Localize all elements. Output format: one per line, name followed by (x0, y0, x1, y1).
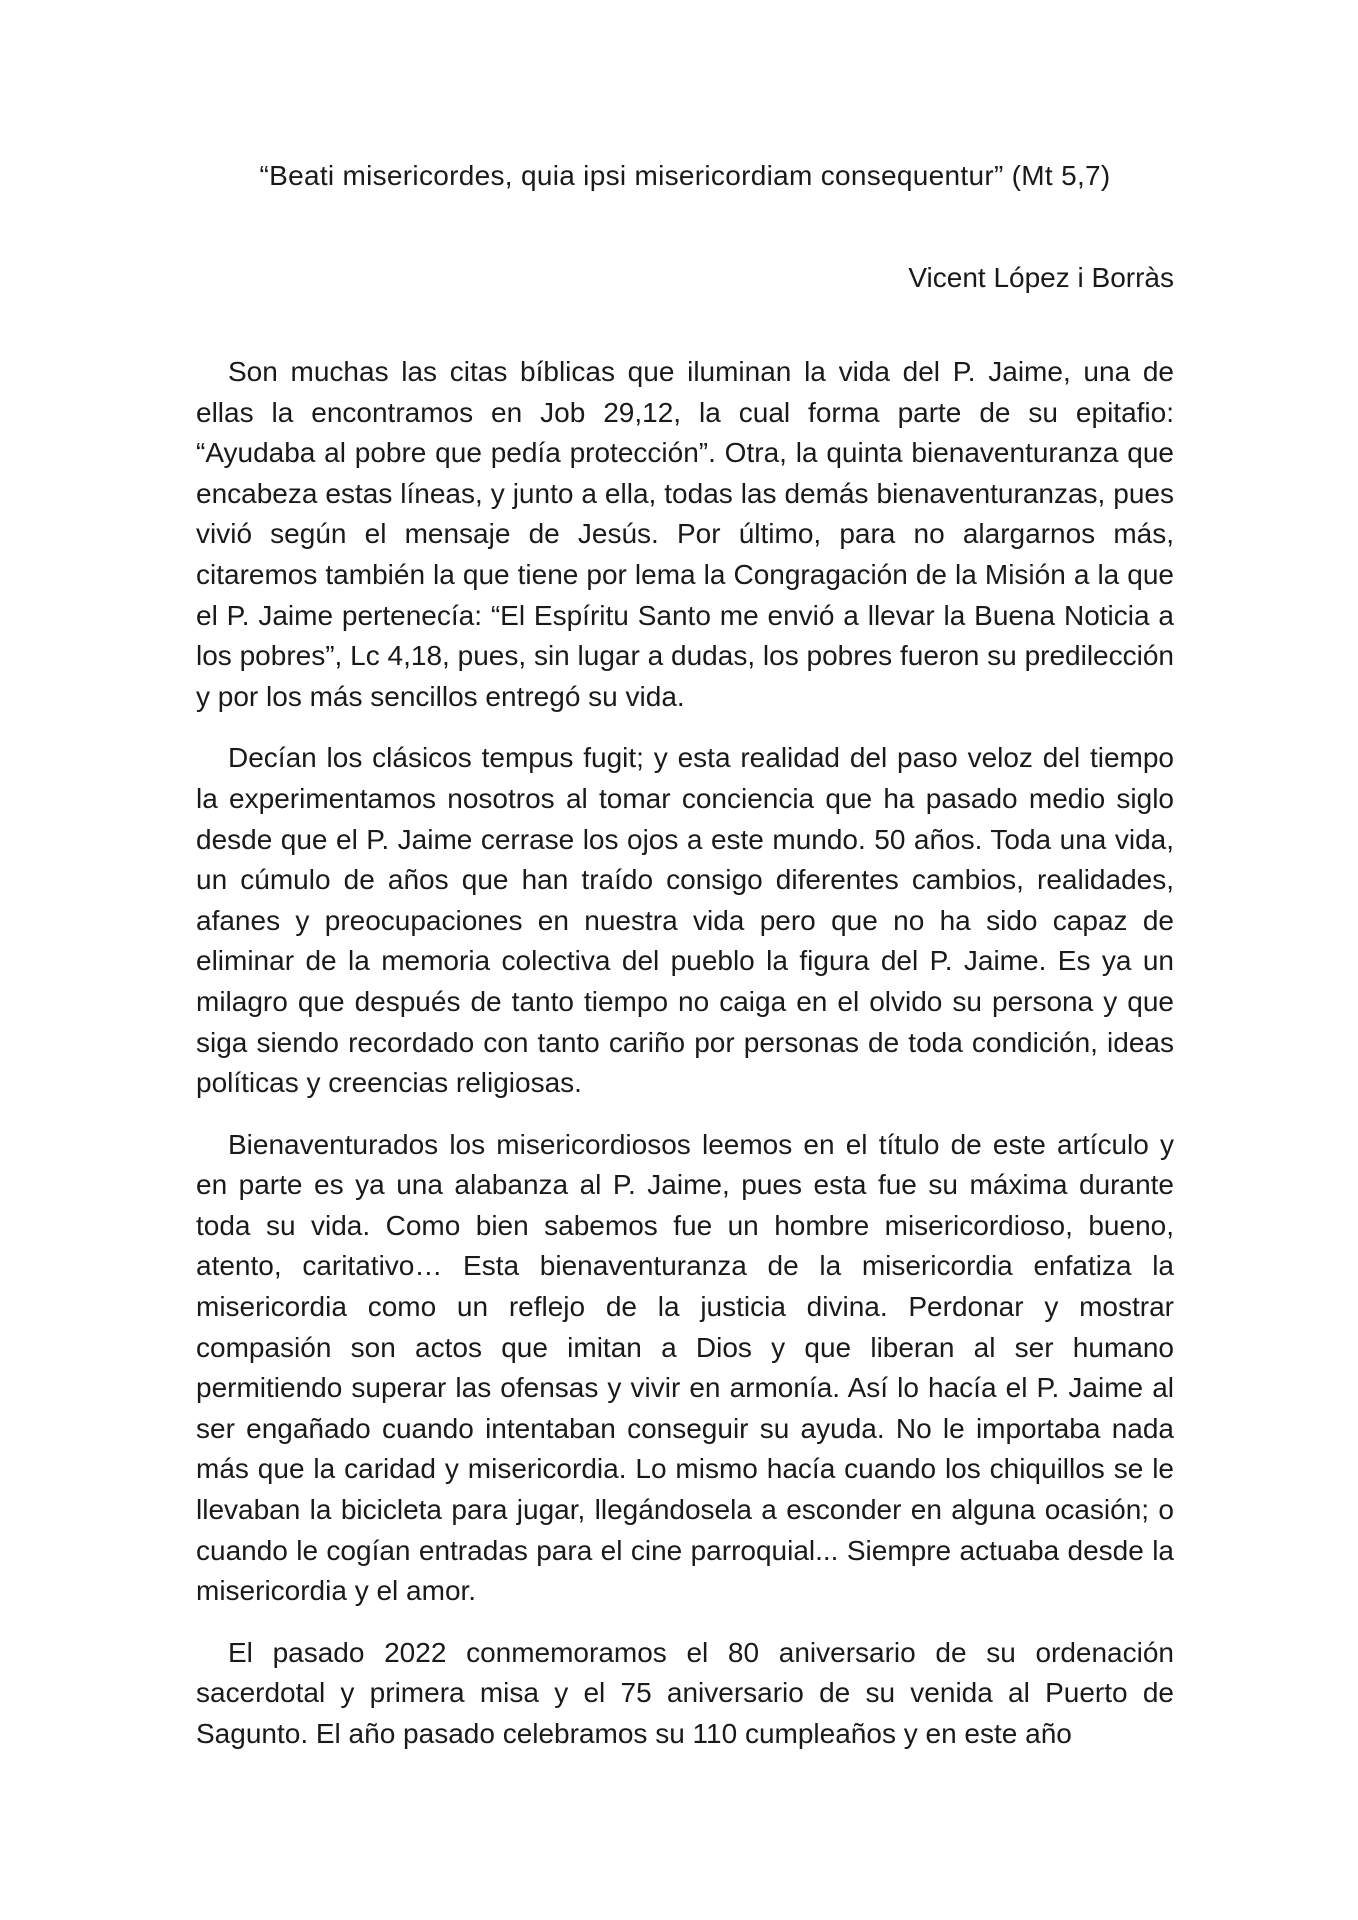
document-title: “Beati misericordes, quia ipsi misericordiam consequentur” (Mt 5,7) (259, 160, 1111, 191)
document-page (196, 0, 1174, 1920)
paragraph-3: Bienaventurados los misericordiosos leemos en el título de este artículo y en parte es ya una alabanza al P. Jaime, pues esta fue su máxima durante toda su vida. Como bien sabemos fue un hombre misericordioso, bueno, atento, caritativo… Esta bienaventuranza de la misericordia enfatiza la misericordia como un reflejo de la justicia divina. Perdonar y mostrar compasión son actos que imitan a Dios y que liberan al ser humano permitiendo superar las ofensas y vivir en armonía. Así lo hacía el P. Jaime al ser engañado cuando intentaban conseguir su ayuda. No le importaba nada más que la caridad y misericordia. Lo mismo hacía cuando los chiquillos se le llevaban la bicicleta para jugar, llegándosela a esconder en alguna ocasión; o cuando le cogían entradas para el cine parroquial... Siempre actuaba desde la misericordia y el amor. (196, 1128, 1174, 1607)
paragraph-4: El pasado 2022 conmemoramos el 80 aniversario de su ordenación sacerdotal y primera misa y el 75 aniversario de su venida al Puerto de Sagunto. El año pasado celebramos su 110 cumpleaños y en este año (196, 1636, 1174, 1749)
paragraph-2: Decían los clásicos tempus fugit; y esta realidad del paso veloz del tiempo la experimentamos nosotros al tomar conciencia que ha pasado medio siglo desde que el P. Jaime cerrase los ojos a este mundo. 50 años. Toda una vida, un cúmulo de años que han traído consigo diferentes cambios, realidades, afanes y preocupaciones en nuestra vida pero que no ha sido capaz de eliminar de la memoria colectiva del pueblo la figura del P. Jaime. Es ya un milagro que después de tanto tiempo no caiga en el olvido su persona y que siga siendo recordado con tanto cariño por personas de toda condición, ideas políticas y creencias religiosas. (196, 742, 1174, 1099)
paragraph-1: Son muchas las citas bíblicas que iluminan la vida del P. Jaime, una de ellas la encontramos en Job 29,12, la cual forma parte de su epitafio: “Ayudaba al pobre que pedía protección”. Otra, la quinta bienaventuranza que encabeza estas líneas, y junto a ella, todas las demás bienaventuranzas, pues vivió según el mensaje de Jesús. Por último, para no alargarnos más, citaremos también la que tiene por lema la Congragación de la Misión a la que el P. Jaime pertenecía: “El Espíritu Santo me envió a llevar la Buena Noticia a los pobres”, Lc 4,18, pues, sin lugar a dudas, los pobres fueron su predilección y por los más sencillos entregó su vida. (196, 356, 1174, 712)
author-name: Vicent López i Borràs (908, 262, 1174, 293)
article-body (196, 352, 1174, 1755)
